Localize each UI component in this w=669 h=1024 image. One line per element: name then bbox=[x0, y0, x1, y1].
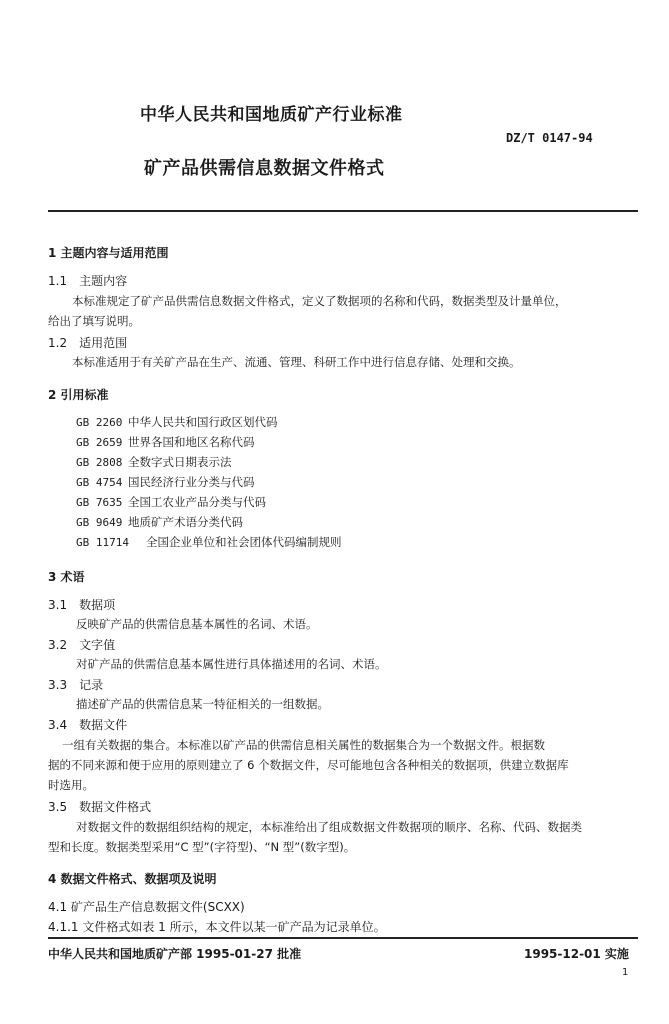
paragraph: 本标准适用于有关矿产品在生产、流通、管理、科研工作中进行信息存储、处理和交换。 bbox=[72, 355, 521, 369]
section-3-heading: 3 术语 bbox=[48, 570, 85, 584]
paragraph: 描述矿产品的供需信息某一特征相关的一组数据。 bbox=[76, 697, 329, 711]
page-number: 1 bbox=[622, 967, 629, 978]
paragraph: 一组有关数据的集合。本标准以矿产品的供需信息相关属性的数据集合为一个数据文件。根据数 bbox=[62, 738, 545, 752]
reference-code: GB 11714 bbox=[76, 536, 129, 549]
section-1-1-heading bbox=[48, 272, 127, 289]
paragraph: 对数据文件的数据组织结构的规定，本标准给出了组成数据文件数据项的顺序、名称、代码、数据类 bbox=[76, 820, 582, 834]
section-number: 3.1 bbox=[48, 598, 68, 612]
section-number: 3.2 bbox=[48, 638, 68, 652]
reference-item bbox=[76, 514, 243, 530]
standard-code: DZ/T 0147-94 bbox=[506, 131, 593, 145]
footer-rule bbox=[48, 937, 638, 939]
section-3-5-heading bbox=[48, 798, 151, 815]
section-title: 文字值 bbox=[79, 638, 116, 652]
section-4-1-1-text: 4.1.1 文件格式如表 1 所示，本文件以某一矿产品为记录单位。 bbox=[48, 920, 386, 934]
paragraph: 反映矿产品的供需信息基本属性的名词、术语。 bbox=[76, 617, 318, 631]
paragraph: 本标准规定了矿产品供需信息数据文件格式，定义了数据项的名称和代码，数据类型及计量单位， bbox=[72, 294, 567, 308]
implementation-date: 1995-12-01 实施 bbox=[524, 947, 629, 961]
reference-name: 世界各国和地区名称代码 bbox=[128, 435, 255, 449]
reference-name: 地质矿产术语分类代码 bbox=[128, 515, 243, 529]
reference-code: GB 9649 bbox=[76, 516, 123, 529]
reference-name: 中华人民共和国行政区划代码 bbox=[128, 415, 278, 429]
reference-item bbox=[76, 494, 266, 510]
section-3-3-heading bbox=[48, 676, 103, 693]
section-3-1-heading bbox=[48, 596, 115, 613]
section-title: 数据文件 bbox=[79, 718, 128, 732]
section-4-heading: 4 数据文件格式、数据项及说明 bbox=[48, 872, 217, 886]
reference-name: 全国工农业产品分类与代码 bbox=[128, 495, 266, 509]
approval-line: 中华人民共和国地质矿产部 1995-01-27 批准 bbox=[48, 947, 302, 961]
section-title: 记录 bbox=[79, 678, 104, 692]
reference-code: GB 2659 bbox=[76, 436, 123, 449]
document-title: 矿产品供需信息数据文件格式 bbox=[144, 158, 385, 179]
paragraph: 给出了填写说明。 bbox=[48, 314, 140, 328]
issuing-organization: 中华人民共和国地质矿产行业标准 bbox=[140, 105, 403, 125]
paragraph: 时选用。 bbox=[48, 778, 94, 792]
section-3-2-heading bbox=[48, 636, 115, 653]
section-3-4-heading bbox=[48, 716, 127, 733]
section-4-1-heading: 4.1 矿产品生产信息数据文件(SCXX) bbox=[48, 900, 245, 914]
section-title: 主题内容 bbox=[79, 274, 128, 288]
reference-item bbox=[76, 474, 255, 490]
paragraph: 据的不同来源和便于应用的原则建立了 6 个数据文件，尽可能地包含各种相关的数据项，供建立数据库 bbox=[48, 758, 569, 772]
reference-name: 全国企业单位和社会团体代码编制规则 bbox=[146, 535, 342, 549]
reference-item bbox=[76, 434, 255, 450]
reference-item bbox=[76, 454, 232, 470]
section-1-2-heading bbox=[48, 334, 127, 351]
reference-item bbox=[76, 414, 278, 430]
paragraph: 对矿产品的供需信息基本属性进行具体描述用的名词、术语。 bbox=[76, 657, 387, 671]
reference-code: GB 7635 bbox=[76, 496, 123, 509]
section-number: 3.5 bbox=[48, 800, 68, 814]
section-title: 数据项 bbox=[79, 598, 116, 612]
reference-code: GB 4754 bbox=[76, 476, 123, 489]
section-number: 1.2 bbox=[48, 336, 68, 350]
section-number: 1.1 bbox=[48, 274, 68, 288]
section-1-heading: 1 主题内容与适用范围 bbox=[48, 246, 169, 260]
section-number: 3.4 bbox=[48, 718, 68, 732]
reference-item bbox=[76, 534, 342, 550]
section-title: 数据文件格式 bbox=[79, 800, 152, 814]
header-rule bbox=[48, 210, 638, 212]
reference-code: GB 2808 bbox=[76, 456, 123, 469]
section-number: 3.3 bbox=[48, 678, 68, 692]
section-title: 适用范围 bbox=[79, 336, 128, 350]
reference-name: 全数字式日期表示法 bbox=[128, 455, 232, 469]
reference-code: GB 2260 bbox=[76, 416, 123, 429]
paragraph: 型和长度。数据类型采用“C 型”(字符型)、“N 型”(数字型)。 bbox=[48, 840, 356, 854]
section-2-heading: 2 引用标准 bbox=[48, 388, 109, 402]
reference-name: 国民经济行业分类与代码 bbox=[128, 475, 255, 489]
